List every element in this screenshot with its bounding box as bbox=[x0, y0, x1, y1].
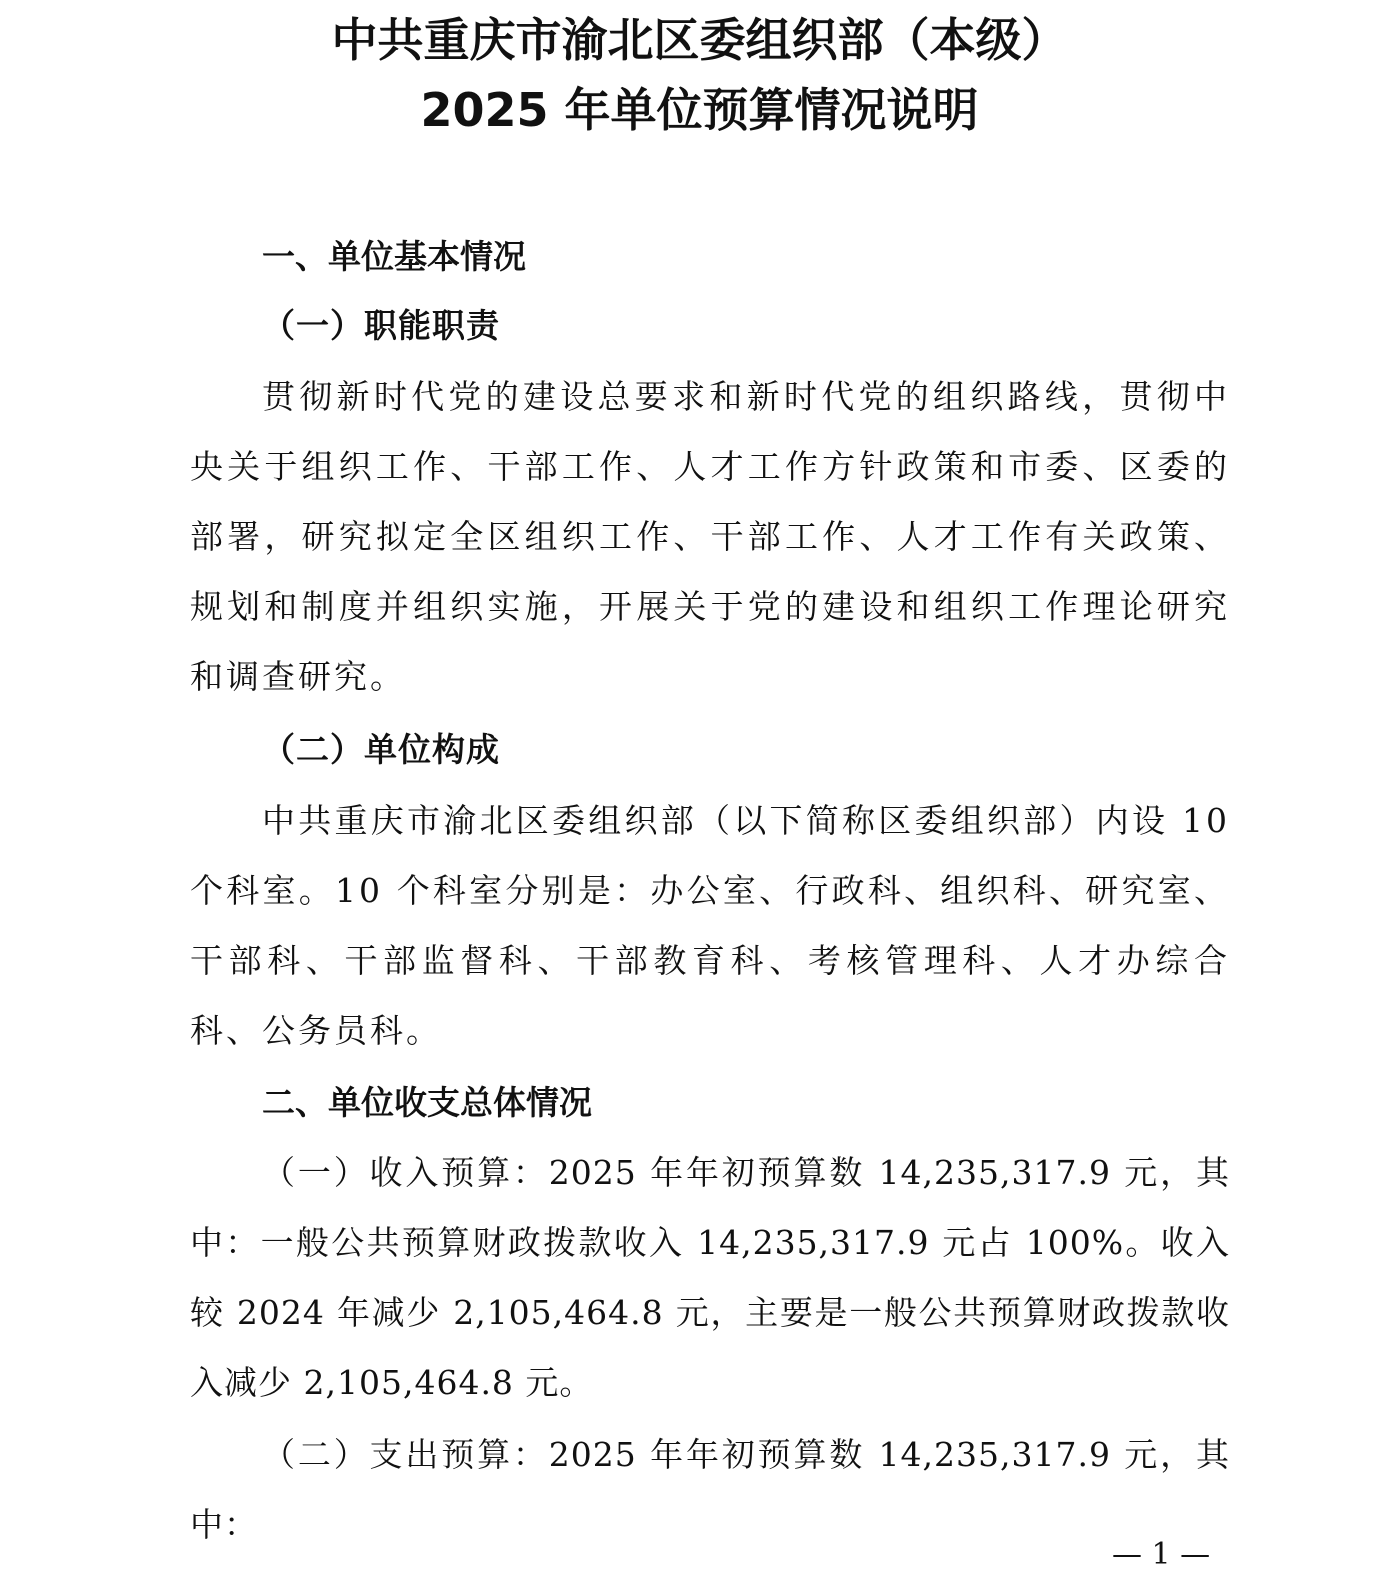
section2-income-text: （一）收入预算：2025 年年初预算数 14,235,317.9 元，其中：一般公共预算财政拨款收入 14,235,317.9 元占 100%。收入较 2024 年减少 2,105,464.8 元，主要是一般公共预算财政拨款收入减少 2,105,464.8 元。 bbox=[190, 1153, 1230, 1402]
section1-heading: 一、单位基本情况 bbox=[262, 237, 526, 276]
document-title-line1: 中共重庆市渝北区委组织部（本级） bbox=[331, 13, 1068, 67]
section2-heading: 二、单位收支总体情况 bbox=[262, 1083, 592, 1122]
document-title-line2: 2025 年单位预算情况说明 bbox=[420, 83, 979, 137]
section1-sub1-text: 贯彻新时代党的建设总要求和新时代党的组织路线，贯彻中央关于组织工作、干部工作、人才工作方针政策和市委、区委的部署，研究拟定全区组织工作、干部工作、人才工作有关政策、规划和制度并组织实施，开展关于党的建设和组织工作理论研究和调查研究。 bbox=[190, 377, 1230, 696]
section1-sub2-text: 中共重庆市渝北区委组织部（以下简称区委组织部）内设 10 个科室。10 个科室分别是：办公室、行政科、组织科、研究室、干部科、干部监督科、干部教育科、考核管理科、人才办综合科、公务员科。 bbox=[190, 801, 1230, 1050]
section1-sub1-heading: （一）职能职责 bbox=[262, 306, 500, 345]
section1-sub2-heading: （二）单位构成 bbox=[262, 730, 500, 769]
section2-expense-text: （二）支出预算：2025 年年初预算数 14,235,317.9 元，其中： bbox=[190, 1435, 1230, 1544]
page-number: — 1 — bbox=[1112, 1537, 1211, 1572]
